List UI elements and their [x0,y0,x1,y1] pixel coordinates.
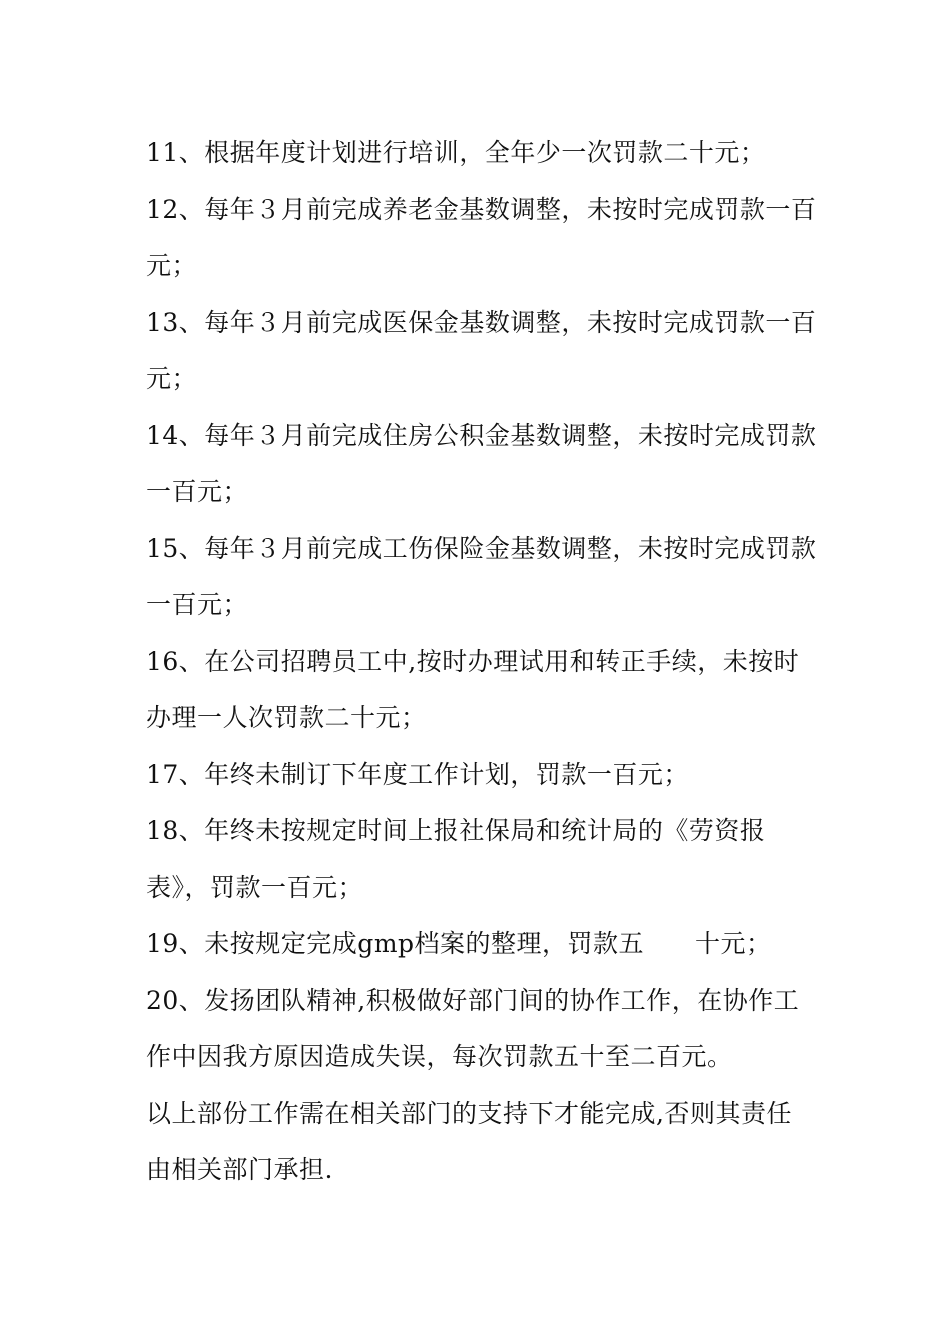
text-line: 一百元； [146,590,249,619]
text-line: 11、根据年度计划进行培训，全年少一次罚款二十元； [146,138,766,167]
text-line: 17、年终未制订下年度工作计划，罚款一百元； [146,760,689,789]
text-line: 20、发扬团队精神,积极做好部门间的协作工作，在协作工 [146,986,800,1015]
text-line: 以上部份工作需在相关部门的支持下才能完成,否则其责任 [146,1099,792,1128]
text-line: 元； [146,251,198,280]
text-line: 作中因我方原因造成失误，每次罚款五十至二百元。 [146,1042,733,1071]
text-line: 13、每年３月前完成医保金基数调整，未按时完成罚款一百 [146,308,817,337]
text-line: 元； [146,364,198,393]
text-line: 办理一人次罚款二十元； [146,703,427,732]
text-line: 14、每年３月前完成住房公积金基数调整，未按时完成罚款 [146,421,817,450]
text-line: 16、在公司招聘员工中,按时办理试用和转正手续，未按时 [146,647,800,676]
text-line: 由相关部门承担. [146,1155,333,1184]
text-line: 一百元； [146,477,249,506]
text-line: 表》，罚款一百元； [146,873,364,902]
text-line: 19、未按规定完成gmp档案的整理，罚款五 十元； [146,929,772,958]
text-line: 15、每年３月前完成工伤保险金基数调整，未按时完成罚款 [146,534,817,563]
text-line: 12、每年３月前完成养老金基数调整，未按时完成罚款一百 [146,195,817,224]
text-line: 18、年终未按规定时间上报社保局和统计局的《劳资报 [146,816,766,845]
